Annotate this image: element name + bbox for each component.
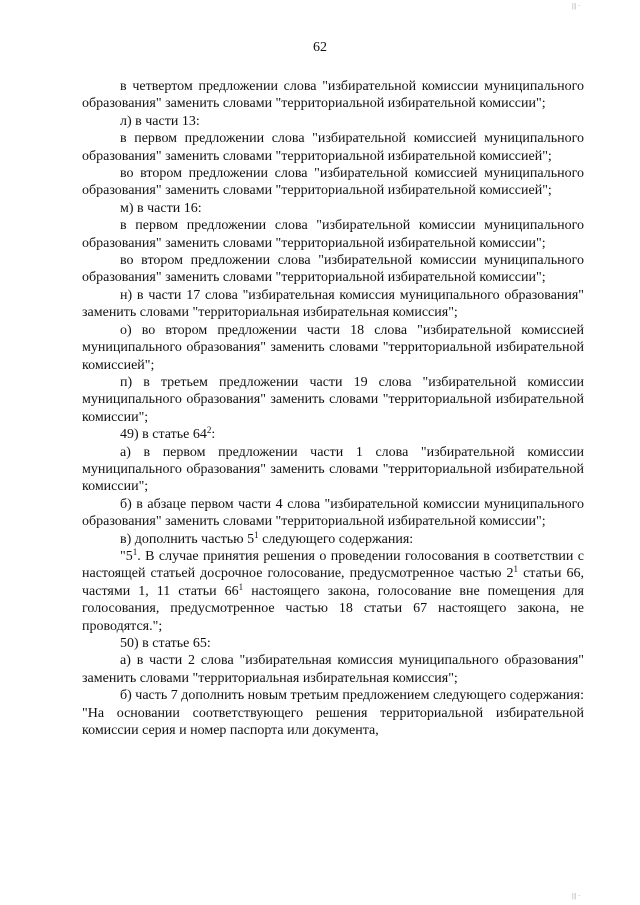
paragraph: [82, 200, 584, 217]
text-run: в первом предложении слова "избирательной комиссии муниципального образования" заменить словами "территориальной избирательной комиссии";: [82, 218, 584, 251]
text-run: б) в абзаце первом части 4 слова "избирательной комиссии муниципального образования" заменить словами "территориальной избирательной комиссии";: [82, 496, 584, 530]
paragraph: [82, 635, 584, 652]
text-run: статьи 66, частями 1, 11 статьи 66: [82, 566, 584, 599]
text-run: а) в части 2 слова "избирательная комиссия муниципального образования" заменить словами "территориальная избирательная комиссия";: [82, 653, 584, 686]
superscript: 2: [206, 425, 212, 436]
paragraph: [82, 652, 584, 687]
text-run: 50) в статье 65:: [120, 636, 211, 651]
page-number: 62: [313, 40, 327, 55]
text-run: :: [211, 427, 216, 443]
text-run: следующего содержания:: [258, 531, 414, 547]
superscript: 1: [132, 546, 138, 557]
paragraph: [82, 531, 584, 548]
paragraph: [82, 252, 584, 287]
paragraph: [82, 130, 584, 165]
paragraph: [82, 444, 584, 496]
paragraph: [82, 426, 584, 443]
text-run: о) во втором предложении части 18 слова "избирательной комиссией муниципального образования" заменить словами "территориальной избирательной комиссией";: [82, 322, 584, 373]
text-run: б) часть 7 дополнить новым третьим предложением следующего содержания: "На основании соответствующего решения территориальной избирательной комиссии серия и номер паспорта или документа,: [82, 688, 584, 739]
superscript: 1: [254, 529, 259, 540]
paragraph: [82, 78, 584, 113]
text-run: в) дополнить частью 5: [120, 531, 255, 547]
superscript: 1: [513, 564, 519, 575]
paragraph: [82, 687, 584, 739]
paragraph: [82, 287, 584, 322]
scan-mark-bottom: ||| ·: [572, 892, 581, 900]
paragraph: [82, 165, 584, 200]
paragraph: [82, 548, 584, 635]
text-run: л) в части 13:: [120, 113, 200, 129]
paragraph: [82, 496, 584, 531]
text-run: в четвертом предложении слова "избирательной комиссии муниципального образования" заменить словами "территориальной избирательной комиссии";: [82, 79, 584, 112]
text-run: н) в части 17 слова "избирательная комиссия муниципального образования" заменить словами "территориальная избирательная комиссия";: [82, 287, 584, 321]
text-run: . В случае принятия решения о проведении голосования в соответствии с настоящей статьей досрочное голосование, предусмотренное частью 2: [82, 548, 584, 582]
text-run: м) в части 16:: [120, 200, 202, 216]
text-run: во втором предложении слова "избирательной комиссией муниципального образования" заменить словами "территориальной избирательной комиссией";: [82, 166, 584, 199]
paragraph: [82, 217, 584, 252]
paragraph: [82, 322, 584, 374]
text-run: настоящего закона, голосование вне помещения для голосования, предусмотренное частью 18 статьи 67 настоящего закона, не проводятся.";: [82, 583, 584, 634]
text-run: во втором предложении слова "избирательной комиссии муниципального образования" заменить словами "территориальной избирательной комиссии";: [82, 253, 584, 286]
paragraph: [82, 374, 584, 426]
document-body: [82, 78, 584, 739]
scan-mark-top: ||| ·: [572, 2, 581, 10]
paragraph: [82, 113, 584, 130]
text-run: 49) в статье 64: [120, 427, 207, 443]
text-run: п) в третьем предложении части 19 слова "избирательной комиссии муниципального образования" заменить словами "территориальной избирательной комиссии";: [82, 374, 584, 425]
superscript: 1: [238, 581, 244, 592]
text-run: а) в первом предложении части 1 слова "избирательной комиссии муниципального образования" заменить словами "территориальной избирательной комиссии";: [82, 444, 584, 495]
text-run: "5: [120, 548, 133, 564]
text-run: в первом предложении слова "избирательной комиссией муниципального образования" заменить словами "территориальной избирательной комиссией";: [82, 131, 584, 164]
